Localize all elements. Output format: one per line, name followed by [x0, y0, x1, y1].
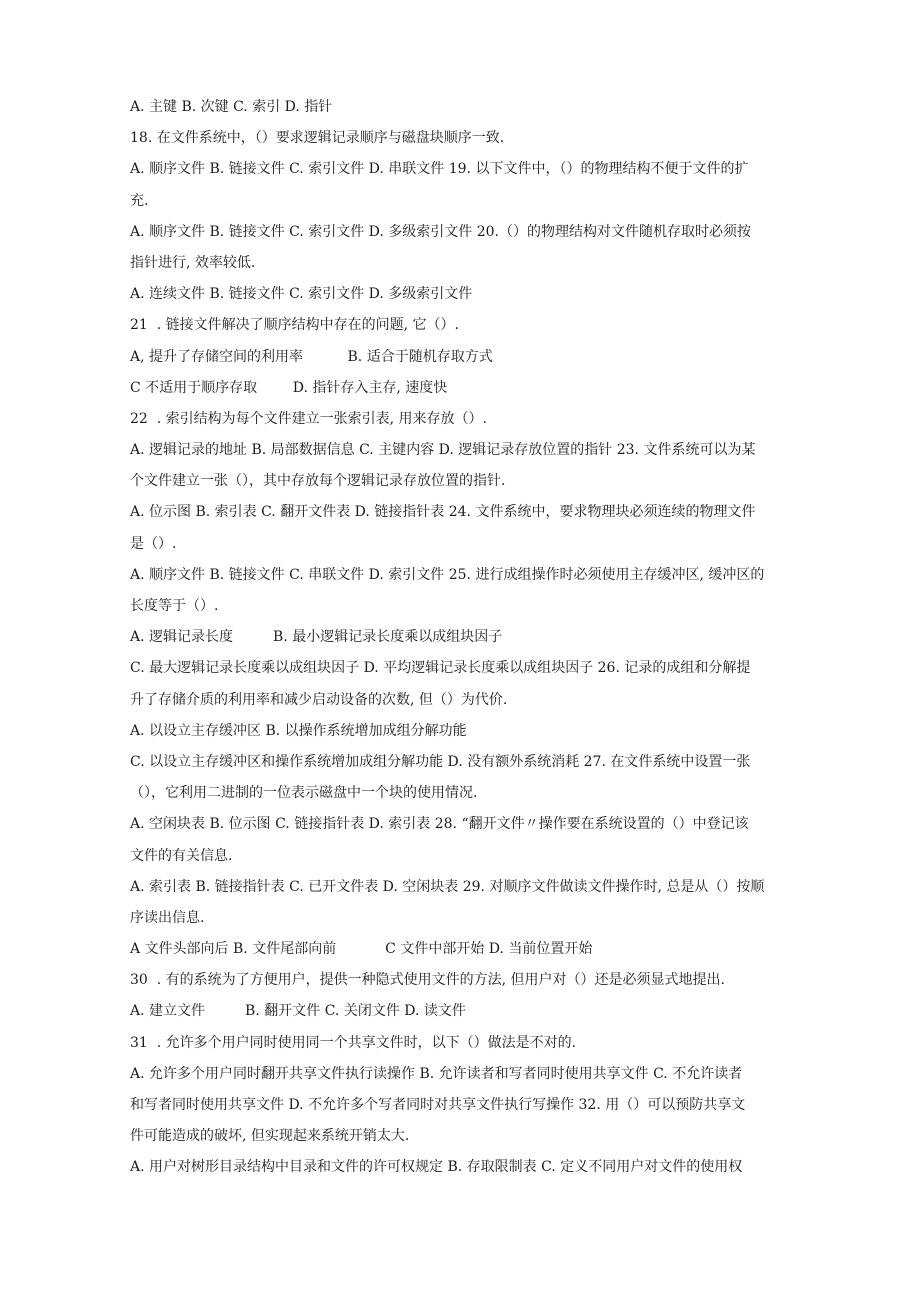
- text-line: A. 用户对树形目录结构中目录和文件的许可权规定 B. 存取限制表 C. 定义不同用户对文件的使用权: [130, 1159, 743, 1176]
- question-30: 30 . 有的系统为了方便用户，提供一种隐式使用文件的方法, 但用户对（）还是必须显式地提出.: [130, 972, 725, 989]
- text-line: 充.: [130, 192, 149, 209]
- text-line: A. 建立文件 B. 翻开文件 C. 关闭文件 D. 读文件: [130, 1003, 466, 1020]
- text-line: 指针进行, 效率较低.: [130, 254, 256, 271]
- text-line: 是（）.: [130, 535, 177, 552]
- text-line: C 不适用于顺序存取 D. 指针存入主存, 速度快: [130, 379, 448, 396]
- text-line: 升了存储介质的利用率和减少启动设备的次数, 但（）为代价.: [130, 691, 508, 708]
- text-line: C. 最大逻辑记录长度乘以成组块因子 D. 平均逻辑记录长度乘以成组块因子 26. 记录的成组和分解提: [130, 660, 751, 677]
- text-line: A. 空闲块表 B. 位示图 C. 链接指针表 D. 索引表 28. “翻开文件〃操作要在系统设置的（）中登记该: [130, 816, 749, 833]
- text-line: 件可能造成的破坏, 但实现起来系统开销太大.: [130, 1128, 410, 1145]
- text-line: 和写者同时使用共享文件 D. 不允许多个写者同时对共享文件执行写操作 32. 用（）可以预防共享文: [130, 1097, 746, 1113]
- text-line: A. 顺序文件 B. 链接文件 C. 串联文件 D. 索引文件 25. 进行成组操作时必须使用主存缓冲区, 缓冲区的: [130, 566, 765, 583]
- text-line: 长度等于（）.: [130, 598, 219, 614]
- text-line: 个文件建立一张（），其中存放每个逻辑记录存放位置的指针.: [130, 473, 506, 490]
- text-line: A. 主键 B. 次键 C. 索引 D. 指针: [130, 99, 333, 115]
- text-line: A. 允许多个用户同时翻开共享文件执行读操作 B. 允许读者和写者同时使用共享文件 C. 不允许读者: [130, 1065, 743, 1082]
- question-31: 31 . 允许多个用户同时使用同一个共享文件时，以下（）做法是不对的.: [130, 1034, 577, 1051]
- question-22: 22 . 索引结构为每个文件建立一张索引表, 用来存放（）.: [130, 410, 487, 427]
- text-line: A. 索引表 B. 链接指针表 C. 已开文件表 D. 空闲块表 29. 对顺序文件做读文件操作时, 总是从（）按顺: [130, 878, 765, 895]
- text-line: A. 顺序文件 B. 链接文件 C. 索引文件 D. 串联文件 19. 以下文件中，（）的物理结构不便于文件的扩: [130, 161, 749, 178]
- text-line: A 文件头部向后 B. 文件尾部向前 C 文件中部开始 D. 当前位置开始: [130, 941, 593, 958]
- text-line: A. 顺序文件 B. 链接文件 C. 索引文件 D. 多级索引文件 20.（）的物理结构对文件随机存取时必须按: [130, 223, 752, 240]
- text-line: （），它利用二进制的一位表示磁盘中一个块的使用情况.: [130, 785, 478, 802]
- text-line: A. 逻辑记录的地址 B. 局部数据信息 C. 主键内容 D. 逻辑记录存放位置的指针 23. 文件系统可以为某: [130, 442, 756, 459]
- text-line: A. 逻辑记录长度 B. 最小逻辑记录长度乘以成组块因子: [130, 629, 503, 646]
- document-body: [130, 92, 800, 1184]
- text-line: A. 以设立主存缓冲区 B. 以操作系统增加成组分解功能: [130, 722, 467, 739]
- text-line: 序读出信息.: [130, 909, 205, 926]
- text-line: C. 以设立主存缓冲区和操作系统增加成组分解功能 D. 没有额外系统消耗 27. 在文件系统中设置一张: [130, 753, 751, 770]
- text-line: A. 位示图 B. 索引表 C. 翻开文件表 D. 链接指针表 24. 文件系统中，要求物理块必须连续的物理文件: [130, 504, 756, 521]
- text-line: A, 提升了存储空间的利用率 B. 适合于随机存取方式: [130, 348, 493, 365]
- question-18: 18. 在文件系统中，（）要求逻辑记录顺序与磁盘块顺序一致.: [130, 130, 505, 147]
- text-line: A. 连续文件 B. 链接文件 C. 索引文件 D. 多级索引文件: [130, 286, 473, 303]
- text-line: 文件的有关信息.: [130, 847, 233, 864]
- question-21: 21 . 链接文件解决了顺序结构中存在的问题, 它（）.: [130, 317, 459, 334]
